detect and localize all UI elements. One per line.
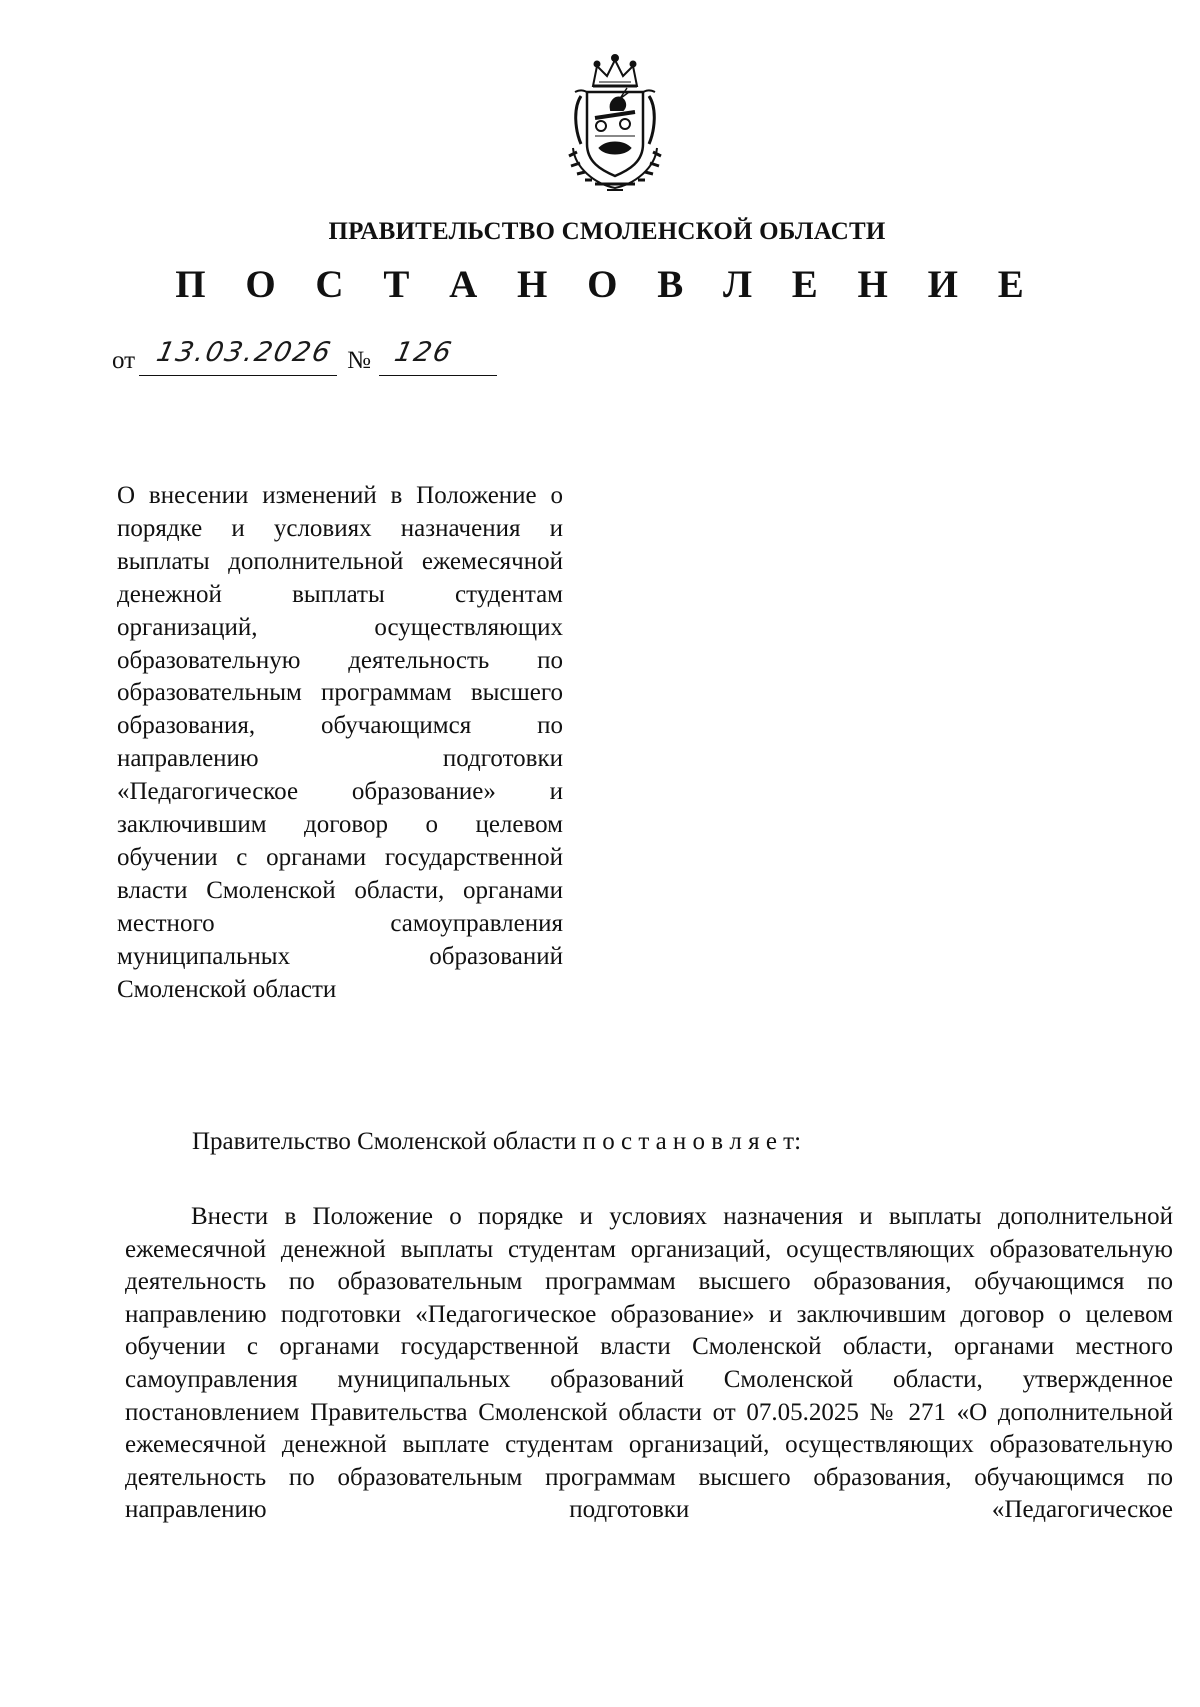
date-field xyxy=(139,337,337,376)
handwritten-date: 13.03.2026 xyxy=(153,337,335,368)
coat-of-arms-icon xyxy=(555,52,675,194)
document-subject: О внесении изменений в Положение о порядке и условиях назначения и выплаты дополнительной ежемесячной денежной выплаты студентам организаций, осуществляющих образовательную деятельность по образовательным программам высшего образования, обучающимся по направлению подготовки «Педагогическое образование» и заключившим договор о целевом обучении с органами государственной власти Смоленской области, органами местного самоуправления муниципальных образований Смоленской области xyxy=(117,482,563,1003)
body-paragraph: Внести в Положение о порядке и условиях назначения и выплаты дополнительной ежемесячной денежной выплаты студентам организаций, осуществляющих образовательную деятельность по образовательным программам высшего образования, обучающимся по направлению подготовки «Педагогическое образование» и заключившим договор о целевом обучении с органами государственной власти Смоленской области, органами местного самоуправления муниципальных образований Смоленской области, утвержденное постановлением Правительства Смоленской области от 07.05.2025 № 271 «О дополнительной ежемесячной денежной выплате студентам организаций, осуществляющих образовательную деятельность по образовательным программам высшего образования, обучающимся по направлению подготовки «Педагогическое xyxy=(125,1203,1173,1524)
preamble: Правительство Смоленской области п о с т а н о в л я е т: xyxy=(192,1128,802,1155)
registration-line xyxy=(112,334,497,376)
date-prefix: от xyxy=(112,347,136,374)
government-title: ПРАВИТЕЛЬСТВО СМОЛЕНСКОЙ ОБЛАСТИ xyxy=(328,218,886,245)
handwritten-number: 126 xyxy=(391,337,456,368)
document-type-title: П О С Т А Н О В Л Е Н И Е xyxy=(175,263,1039,306)
number-field xyxy=(379,337,497,376)
number-prefix: № xyxy=(347,347,371,374)
